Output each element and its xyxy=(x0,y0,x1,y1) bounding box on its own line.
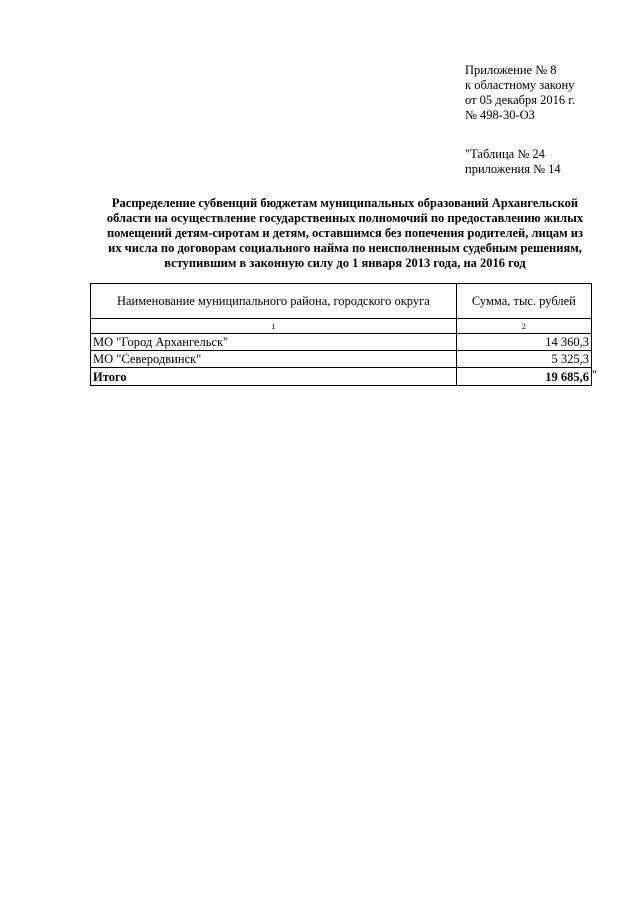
total-amount-cell xyxy=(456,368,597,386)
title-line: области на осуществление государственных полномочий по предоставлению жилых xyxy=(106,211,584,225)
total-label: Итого xyxy=(91,368,457,386)
header-cell-amount: Сумма, тыс. рублей xyxy=(456,284,591,319)
total-row xyxy=(91,368,592,386)
document-title xyxy=(86,196,604,271)
column-number-row xyxy=(91,319,592,334)
table-ref-line: "Таблица № 24 xyxy=(465,147,545,161)
title-line: Распределение субвенций бюджетам муниципальных образований Архангельской xyxy=(111,196,579,210)
amount-cell: 5 325,3 xyxy=(456,351,591,368)
table-header-row xyxy=(91,284,592,319)
closing-quote: " xyxy=(591,368,597,382)
header-cell-name: Наименование муниципального района, городского округа xyxy=(91,284,457,319)
distribution-table xyxy=(90,283,597,386)
table-reference xyxy=(465,147,561,177)
appendix-line: от 05 декабря 2016 г. xyxy=(465,93,576,107)
title-line: вступившим в законную силу до 1 января 2013 года, на 2016 год xyxy=(164,256,526,270)
column-number: 2 xyxy=(456,319,591,334)
title-line: помещений детям-сиротам и детям, оставшимся без попечения родителей, лицам из xyxy=(106,226,584,240)
appendix-line: к областному закону xyxy=(465,78,575,92)
table-row xyxy=(91,351,592,368)
title-line: их числа по договорам социального найма по неисполненным судебным решениям, xyxy=(108,241,582,255)
municipality-name: МО "Северодвинск" xyxy=(91,351,457,368)
municipality-name: МО "Город Архангельск" xyxy=(91,334,457,351)
amount-cell: 14 360,3 xyxy=(456,334,591,351)
appendix-line: Приложение № 8 xyxy=(465,63,557,77)
total-amount: 19 685,6 xyxy=(545,370,589,384)
column-number: 1 xyxy=(91,319,457,334)
table-ref-line: приложения № 14 xyxy=(465,162,561,176)
appendix-header xyxy=(465,63,575,123)
appendix-line: № 498-30-ОЗ xyxy=(465,108,535,122)
table-row xyxy=(91,334,592,351)
